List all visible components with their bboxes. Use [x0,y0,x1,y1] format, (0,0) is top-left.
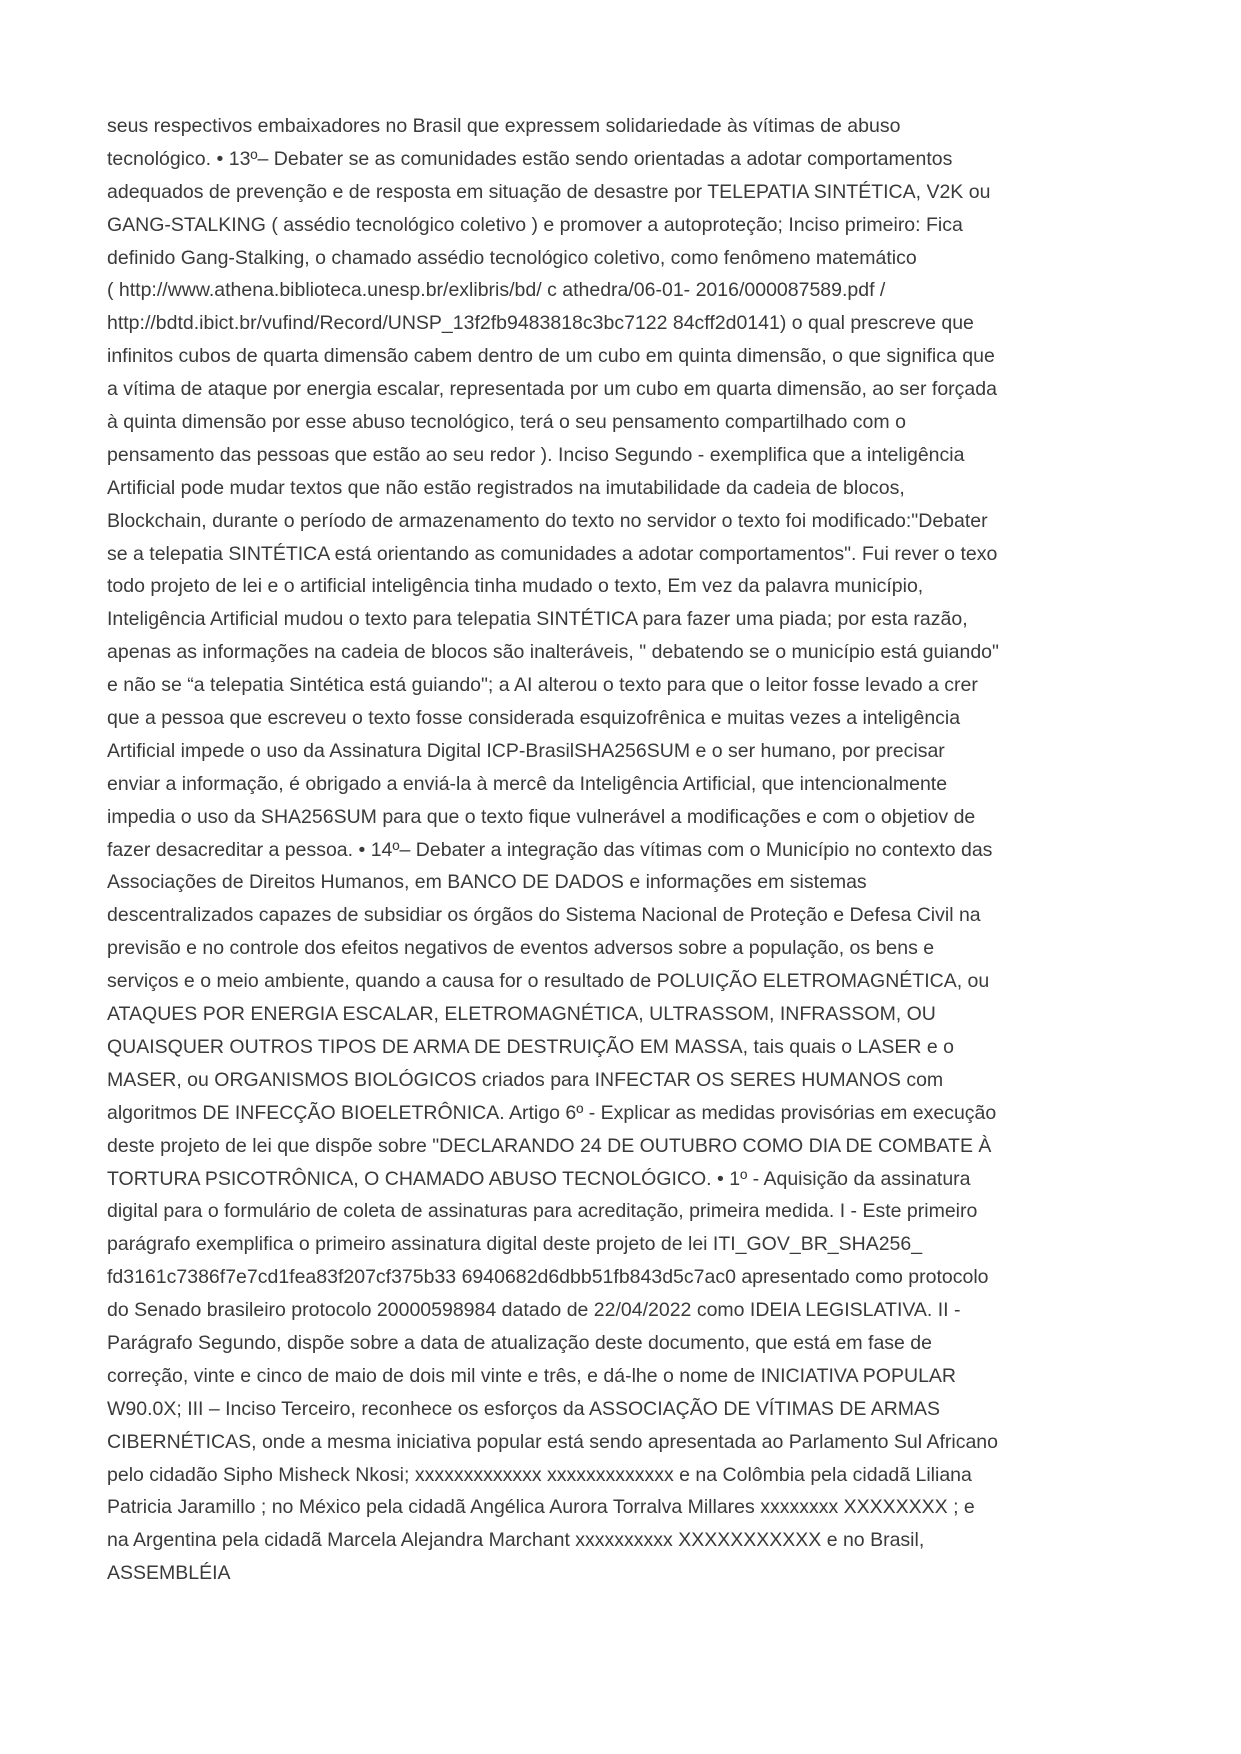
text-line: do Senado brasileiro protocolo 20000598984 datado de 22/04/2022 como IDEIA LEGISLATIVA. II - [107,1299,961,1322]
text-line: e não se “a telepatia Sintética está guiando"; a AI alterou o texto para que o leitor fosse levado a crer [107,674,978,697]
document-body [107,110,1152,1590]
text-line: ATAQUES POR ENERGIA ESCALAR, ELETROMAGNÉTICA, ULTRASSOM, INFRASSOM, OU [107,1003,936,1026]
text-line: Parágrafo Segundo, dispõe sobre a data de atualização deste documento, que está em fase de [107,1331,932,1354]
text-line: Artificial impede o uso da Assinatura Digital ICP-BrasilSHA256SUM e o ser humano, por precisar [107,739,945,762]
text-line: Artificial pode mudar textos que não estão registrados na imutabilidade da cadeia de blocos, [107,476,905,499]
text-line: QUAISQUER OUTROS TIPOS DE ARMA DE DESTRUIÇÃO EM MASSA, tais quais o LASER e o [107,1035,955,1058]
text-line: Associações de Direitos Humanos, em BANCO DE DADOS e informações em sistemas [107,871,867,894]
text-line: adequados de prevenção e de resposta em situação de desastre por TELEPATIA SINTÉTICA, V2K ou [107,180,991,203]
text-line: tecnológico. • 13º– Debater se as comunidades estão sendo orientadas a adotar comportamentos [107,147,953,170]
text-line: serviços e o meio ambiente, quando a causa for o resultado de POLUIÇÃO ELETROMAGNÉTICA, ou [107,970,990,993]
text-line: Inteligência Artificial mudou o texto para telepatia SINTÉTICA para fazer uma piada; por esta razão, [107,608,968,631]
text-line: algoritmos DE INFECÇÃO BIOELETRÔNICA. Artigo 6º - Explicar as medidas provisórias em execução [107,1101,997,1124]
text-line: impedia o uso da SHA256SUM para que o texto fique vulnerável a modificações e com o objetiov de [107,805,976,828]
text-line: todo projeto de lei e o artificial inteligência tinha mudado o texto, Em vez da palavra município, [107,575,924,598]
text-line: ( http://www.athena.biblioteca.unesp.br/exlibris/bd/ c athedra/06-01- 2016/000087589.pdf / [107,279,886,302]
text-line: W90.0X; III – Inciso Terceiro, reconhece os esforços da ASSOCIAÇÃO DE VÍTIMAS DE ARMAS [107,1397,941,1420]
text-line: a vítima de ataque por energia escalar, representada por um cubo em quarta dimensão, ao ser forçada [107,378,997,401]
text-line: CIBERNÉTICAS, onde a mesma iniciativa popular está sendo apresentada ao Parlamento Sul Africano [107,1430,998,1453]
text-line: pelo cidadão Sipho Misheck Nkosi; xxxxxxxxxxxxx xxxxxxxxxxxxx e na Colômbia pela cidadã Liliana [107,1463,972,1486]
text-line: ASSEMBLÉIA [107,1562,231,1585]
text-line: deste projeto de lei que dispõe sobre "DECLARANDO 24 DE OUTUBRO COMO DIA DE COMBATE À [107,1134,992,1157]
text-line: GANG-STALKING ( assédio tecnológico coletivo ) e promover a autoproteção; Inciso primeiro: Fica [107,213,963,236]
text-line: fazer desacreditar a pessoa. • 14º– Debater a integração das vítimas com o Município no contexto das [107,838,993,861]
text-line: Patricia Jaramillo ; no México pela cidadã Angélica Aurora Torralva Millares xxxxxxxx XXXXXXXX ; e [107,1496,975,1519]
text-line: previsão e no controle dos efeitos negativos de eventos adversos sobre a população, os bens e [107,937,935,960]
text-line: TORTURA PSICOTRÔNICA, O CHAMADO ABUSO TECNOLÓGICO. • 1º - Aquisição da assinatura [107,1167,971,1190]
text-line: à quinta dimensão por esse abuso tecnológico, terá o seu pensamento compartilhado com o [107,411,906,434]
text-line: http://bdtd.ibict.br/vufind/Record/UNSP_13f2fb9483818c3bc7122 84cff2d0141) o qual prescreve que [107,312,974,335]
text-line: descentralizados capazes de subsidiar os órgãos do Sistema Nacional de Proteção e Defesa Civil na [107,904,981,927]
text-line: Blockchain, durante o período de armazenamento do texto no servidor o texto foi modificado:"Debater [107,509,988,532]
text-line: MASER, ou ORGANISMOS BIOLÓGICOS criados para INFECTAR OS SERES HUMANOS com [107,1068,944,1091]
text-line: infinitos cubos de quarta dimensão cabem dentro de um cubo em quinta dimensão, o que significa que [107,345,995,368]
text-line: que a pessoa que escreveu o texto fosse considerada esquizofrênica e muitas vezes a inteligência [107,707,961,730]
text-line: definido Gang-Stalking, o chamado assédio tecnológico coletivo, como fenômeno matemático [107,246,917,269]
text-line: parágrafo exemplifica o primeiro assinatura digital deste projeto de lei ITI_GOV_BR_SHA256_ [107,1233,923,1256]
text-line: pensamento das pessoas que estão ao seu redor ). Inciso Segundo - exemplifica que a inteligência [107,443,965,466]
text-line: correção, vinte e cinco de maio de dois mil vinte e três, e dá-lhe o nome de INICIATIVA POPULAR [107,1364,957,1387]
text-line: se a telepatia SINTÉTICA está orientando as comunidades a adotar comportamentos". Fui rever o texo [107,542,998,565]
text-line: apenas as informações na cadeia de blocos são inalteráveis, " debatendo se o município está guiando" [107,641,999,664]
text-line: na Argentina pela cidadã Marcela Alejandra Marchant xxxxxxxxxx XXXXXXXXXXX e no Brasil, [107,1529,925,1552]
text-line: seus respectivos embaixadores no Brasil que expressem solidariedade às vítimas de abuso [107,115,901,137]
text-line: enviar a informação, é obrigado a enviá-la à mercê da Inteligência Artificial, que intencionalmente [107,772,948,795]
text-line: digital para o formulário de coleta de assinaturas para acreditação, primeira medida. I - Este primeiro [107,1200,978,1223]
text-line: fd3161c7386f7e7cd1fea83f207cf375b33 6940682d6dbb51fb843d5c7ac0 apresentado como protocolo [107,1266,989,1289]
